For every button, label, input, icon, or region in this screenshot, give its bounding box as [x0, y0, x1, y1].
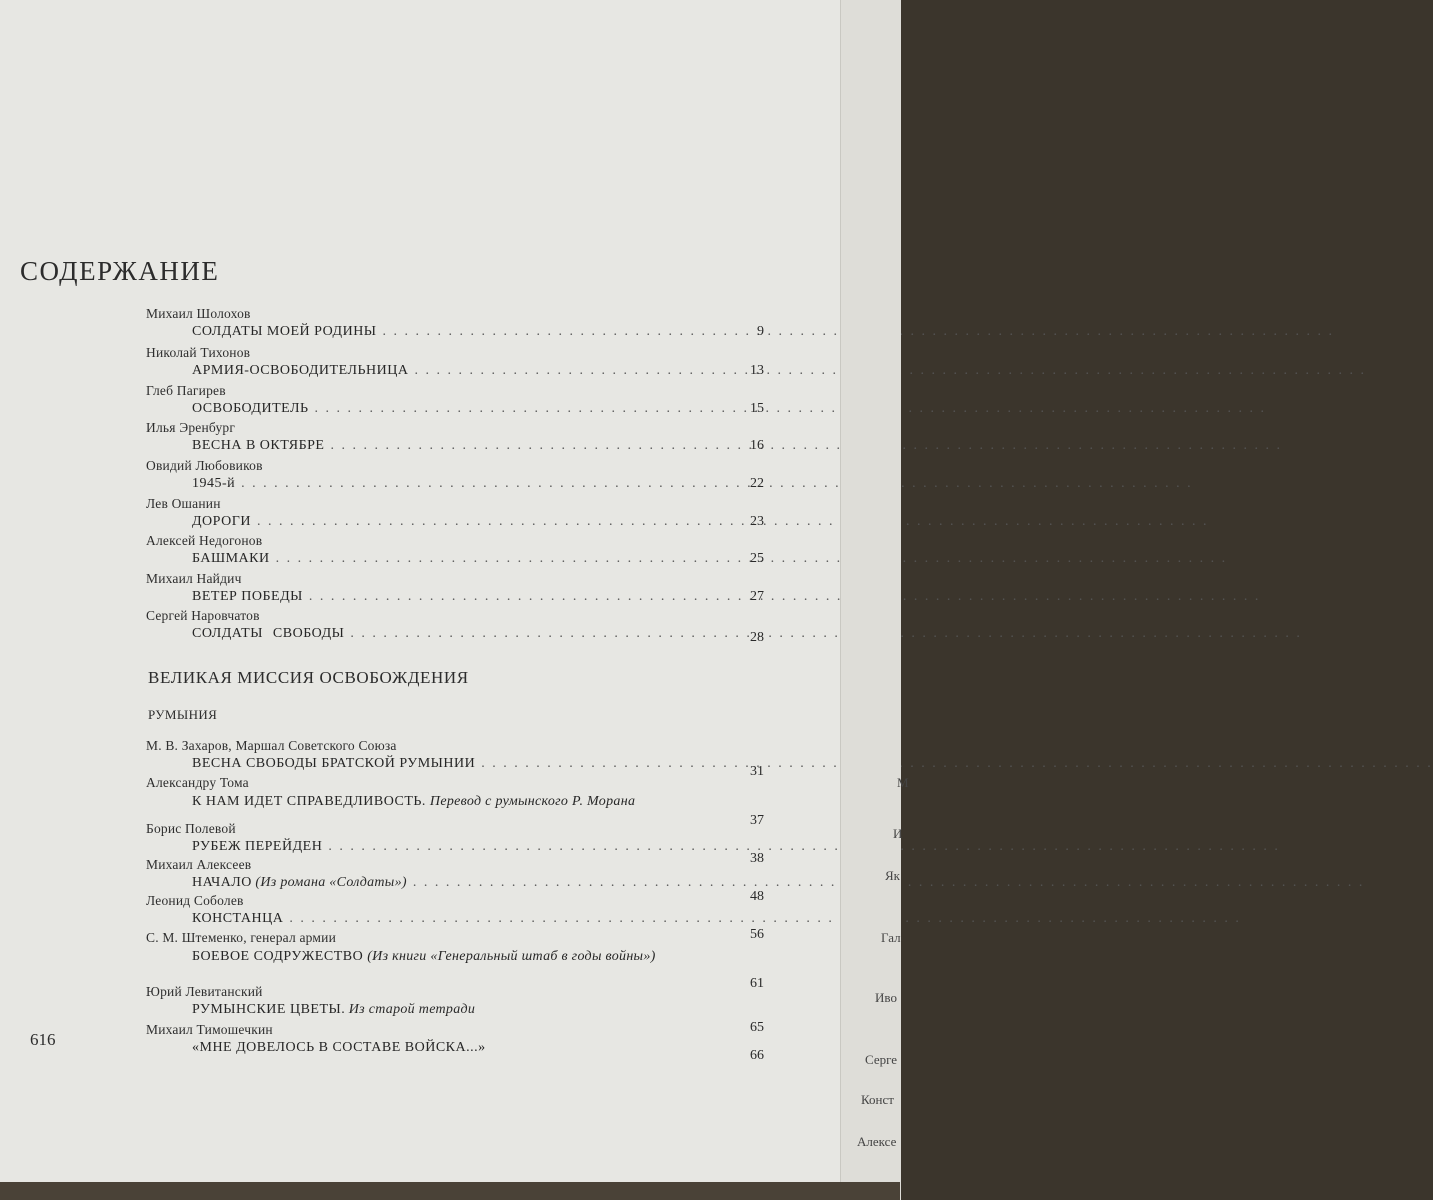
entry-title: ВЕСНА СВОБОДЫ БРАТСКОЙ РУМЫНИИ	[192, 756, 476, 771]
entry-page-number: 66	[750, 1048, 764, 1063]
adjacent-page-edge	[840, 0, 909, 1200]
entry-title: ВЕТЕР ПОБЕДЫ	[192, 589, 303, 604]
adjacent-page-fragment: Серге	[865, 1052, 898, 1067]
entry-title: «МНЕ ДОВЕЛОСЬ В СОСТАВЕ ВОЙСКА...»	[192, 1040, 486, 1055]
entry-page-number: 65	[750, 1020, 764, 1035]
entry-title: БАШМАКИ	[192, 551, 270, 566]
adjacent-page-fragment: Конст	[861, 1092, 894, 1107]
entry-author: Сергей Наровчатов	[146, 608, 260, 623]
entry-page-number: 15	[750, 401, 764, 416]
dot-leader	[481, 756, 1433, 772]
entry-title: НАЧАЛО	[192, 875, 252, 890]
adjacent-page-fragment: М	[897, 775, 909, 790]
entry-title-row	[192, 551, 717, 567]
entry-title-row	[192, 363, 717, 379]
entry-title: РУБЕЖ ПЕРЕЙДЕН	[192, 839, 323, 854]
dot-leader	[350, 626, 1302, 642]
entry-title: РУМЫНСКИЕ ЦВЕТЫ.	[192, 1002, 346, 1017]
dot-leader	[315, 401, 1267, 417]
entry-title: СОЛДАТЫ СВОБОДЫ	[192, 626, 345, 641]
entry-title: К НАМ ИДЕТ СПРАВЕДЛИВОСТЬ.	[192, 794, 426, 809]
entry-title-row	[192, 589, 717, 605]
entry-author: М. В. Захаров, Маршал Советского Союза	[146, 738, 397, 753]
dot-leader	[289, 911, 1241, 927]
entry-author: Николай Тихонов	[146, 345, 251, 360]
entry-page-number: 22	[750, 476, 764, 491]
entry-title: АРМИЯ-ОСВОБОДИТЕЛЬНИЦА	[192, 363, 409, 378]
entry-title: ОСВОБОДИТЕЛЬ	[192, 401, 309, 416]
entry-title-row	[192, 839, 717, 855]
table-surface	[0, 1182, 900, 1200]
entry-title: ДОРОГИ	[192, 514, 251, 529]
dot-leader	[330, 438, 1282, 454]
entry-page-number: 38	[750, 851, 764, 866]
entry-title-row	[192, 626, 717, 642]
entry-title: ВЕСНА В ОКТЯБРЕ	[192, 438, 325, 453]
dot-leader	[309, 589, 1261, 605]
entry-page-number: 61	[750, 976, 764, 991]
entry-title-row	[192, 911, 717, 927]
entry-title-note: (Из романа «Солдаты»)	[255, 875, 407, 890]
subsection-title: РУМЫНИЯ	[148, 707, 218, 722]
entry-page-number: 9	[757, 324, 764, 339]
entry-title-note: (Из книги «Генеральный штаб в годы войны»)	[367, 949, 656, 964]
entry-page-number: 25	[750, 551, 764, 566]
entry-title-block	[192, 948, 707, 965]
entry-page-number: 16	[750, 438, 764, 453]
entry-author: Илья Эренбург	[146, 420, 236, 435]
entry-title-row	[192, 1040, 532, 1056]
adjacent-page-fragment: И	[893, 826, 903, 841]
entry-title-row	[192, 514, 717, 530]
entry-title-row	[192, 401, 717, 417]
entry-author: Овидий Любовиков	[146, 458, 263, 473]
entry-page-number: 23	[750, 514, 764, 529]
entry-author: Борис Полевой	[146, 821, 236, 836]
entry-page-number: 13	[750, 363, 764, 378]
page-heading: СОДЕРЖАНИЕ	[20, 256, 220, 286]
entry-title-row	[192, 438, 717, 454]
entry-page-number: 48	[750, 889, 764, 904]
dot-leader	[241, 476, 1193, 492]
page-folio: 616	[30, 1030, 56, 1049]
entry-page-number: 28	[750, 630, 764, 645]
entry-title-row	[192, 324, 717, 340]
entry-title-row	[192, 476, 717, 492]
entry-title-row	[192, 875, 717, 891]
entry-title-note: Перевод с румынского Р. Морана	[429, 794, 636, 809]
adjacent-page-fragment: Алексе	[857, 1134, 897, 1149]
entry-title: БОЕВОЕ СОДРУЖЕСТВО	[192, 949, 364, 964]
entry-page-number: 37	[750, 813, 764, 828]
entry-title-block	[192, 793, 702, 810]
entry-title: СОЛДАТЫ МОЕЙ РОДИНЫ	[192, 324, 377, 339]
entry-author: Александру Тома	[146, 775, 249, 790]
entry-author: Михаил Алексеев	[146, 857, 252, 872]
adjacent-page-fragment: Иво	[875, 990, 897, 1005]
entry-title-note: Из старой тетради	[348, 1002, 476, 1017]
entry-author: Лев Ошанин	[146, 496, 221, 511]
adjacent-page-fragment: Як	[885, 868, 900, 883]
entry-title: КОНСТАНЦА	[192, 911, 284, 926]
entry-author: Михаил Найдич	[146, 571, 242, 586]
section-title: ВЕЛИКАЯ МИССИЯ ОСВОБОЖДЕНИЯ	[148, 668, 469, 687]
entry-title-row	[192, 1002, 532, 1018]
entry-page-number: 31	[750, 764, 764, 779]
entry-author: Михаил Тимошечкин	[146, 1022, 273, 1037]
entry-author: Леонид Соболев	[146, 893, 244, 908]
entry-page-number: 27	[750, 589, 764, 604]
entry-author: Алексей Недогонов	[146, 533, 263, 548]
dot-leader	[328, 839, 1280, 855]
entry-author: Юрий Левитанский	[146, 984, 263, 999]
entry-title-row	[192, 756, 717, 772]
entry-author: С. М. Штеменко, генерал армии	[146, 930, 337, 945]
entry-page-number: 56	[750, 927, 764, 942]
entry-author: Глеб Пагирев	[146, 383, 226, 398]
entry-title: 1945-й	[192, 476, 236, 491]
entry-author: Михаил Шолохов	[146, 306, 251, 321]
adjacent-page-fragment: Гал	[881, 930, 901, 945]
